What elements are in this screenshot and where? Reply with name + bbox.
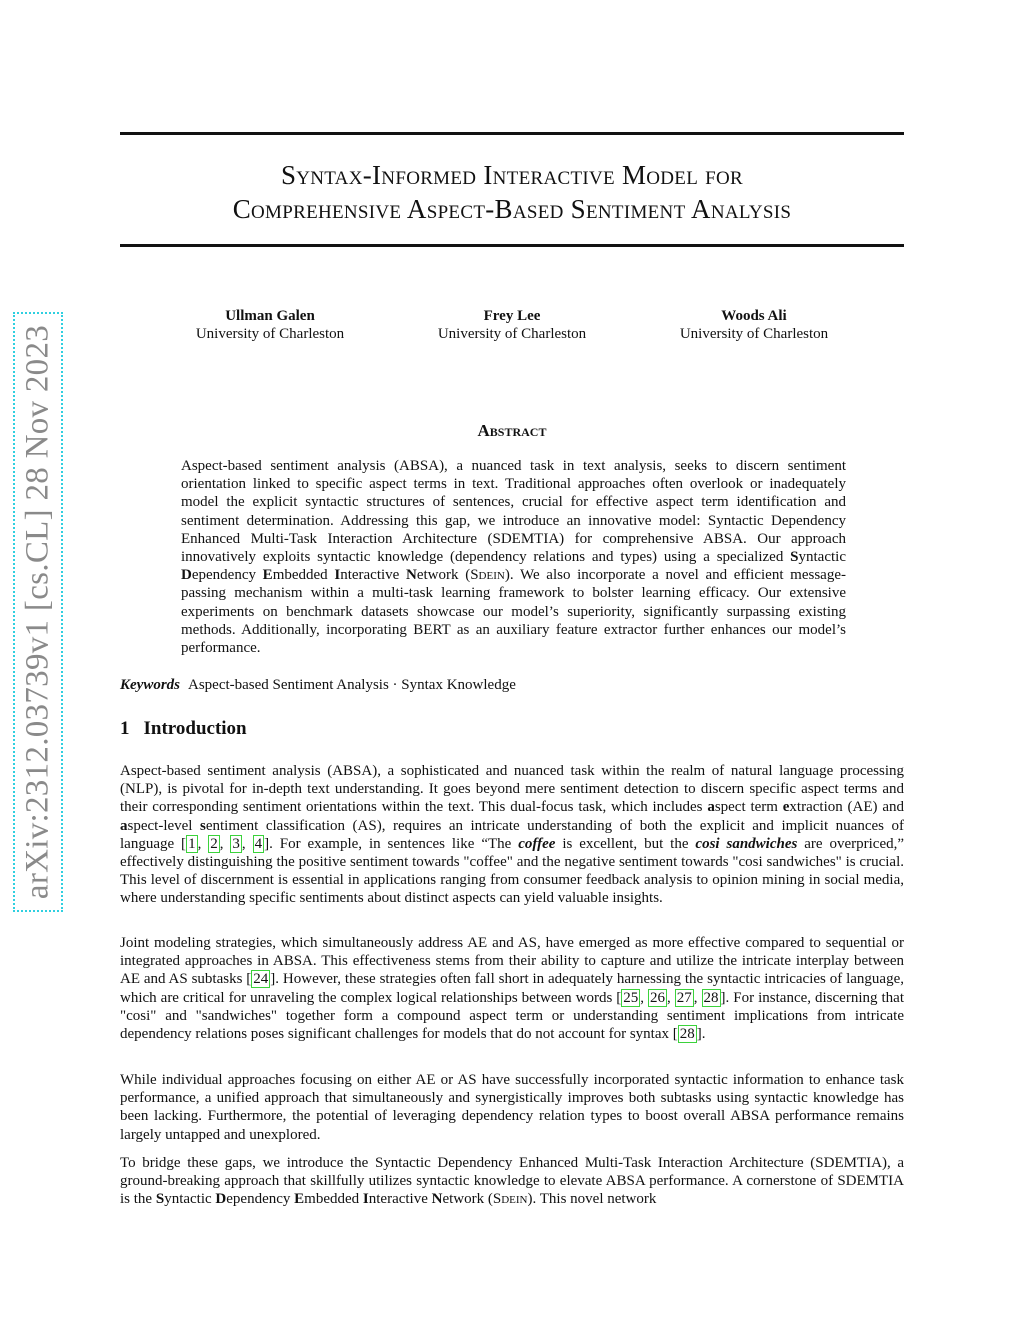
abstract-text: etwork ( [416,567,471,584]
keywords-label: Keywords [120,677,180,693]
arxiv-stamp-text: arXiv:2312.03739v1 [cs.CL] 28 Nov 2023 [19,324,56,900]
section-title: Introduction [143,718,247,739]
paragraph-text: ]. [696,1026,706,1043]
acronym-letter: s [200,817,206,834]
paragraph-text: spect term [714,799,783,816]
author-affiliation: University of Charleston [437,326,587,342]
abstract-heading: Abstract [477,421,547,440]
paragraph-text: yntactic [164,1191,216,1208]
abstract-text: mbedded [272,567,335,584]
model-name: Sdein [470,567,505,584]
paragraph-text: Aspect-based sentiment analysis (ABSA), a sophisticated and nuanced task within the realm of natural language processing (NLP), is pivotal for in-depth text understanding. It goes beyond mere sentiment detection to discern specific aspect terms and their corresponding sentiment orientations within the text. This dual-focus task, which includes [120,763,904,816]
abstract-text: nteractive [340,567,407,584]
paragraph-text: etwork ( [442,1191,493,1208]
paragraph-text: are overpriced,” effectively distinguishing the positive sentiment towards "coffee" and the negative sentiment towards "cosi sandwiches" is crucial. This level of discernment is essential in applications ranging from consumer feedback analysis to opinion mining in social media, where understanding specific sentiments about distinct aspects can yield valuable insights. [120,835,905,907]
citation-link[interactable]: 25 [623,989,639,1006]
paragraph-text: xtraction (AE) and [789,799,904,816]
citation-link[interactable]: 26 [650,989,666,1006]
title-line-1: Syntax-Informed Interactive Model for [280,160,744,190]
paragraph-text: ]. For example, in sentences like “The [264,835,519,852]
title-top-rule [120,132,904,135]
paragraph-text: entiment classification (AS), requires an intricate understanding of both the explicit and implicit nuances of language [ [120,817,904,852]
acronym-letter: S [155,1191,165,1208]
paper-title [120,158,904,226]
author-name: Ullman Galen [225,308,315,324]
intro-paragraph-4 [120,1154,904,1209]
paragraph-text: ependency [226,1191,295,1208]
author-name: Frey Lee [483,308,541,324]
author-2 [392,307,632,343]
citation-link[interactable]: 2 [210,835,218,852]
acronym-letter: a [120,817,128,834]
abstract-text: ependency [191,567,263,584]
paragraph-text: ]. For instance, discerning that "cosi" and "sandwiches" together form a compound aspect term or understanding sentiment implications from intricate dependency relations poses significant challenges for models that do not account for syntax [ [120,989,904,1043]
acronym-letter: S [790,549,799,566]
acronym-letter: D [181,567,192,584]
example-aspect: cosi sandwiches [695,835,798,852]
paragraph-text: is excellent, but the [555,835,696,852]
acronym-letter: N [431,1191,443,1208]
acronym-letter: e [782,799,790,816]
citation-link[interactable]: 4 [254,835,263,852]
paragraph-text: To bridge these gaps, we introduce the Syntactic Dependency Enhanced Multi-Task Interaction Architecture (SDEMTIA), a ground-breaking approach that skillfully utilizes syntactic knowledge to elevate ABSA performance. A cornerstone of SDEMTIA is the [120,1155,904,1208]
keywords [120,676,516,694]
citation-link[interactable]: 28 [679,1026,695,1043]
intro-paragraph-1: Aspect-based sentiment analysis (ABSA), a sophisticated and nuanced task within the realm of natural language processing (NLP), is pivotal for in-depth text understanding. It goes beyond mere sentiment detection to discern specific aspect terms and their corresponding sentiment orientations within the text. This dual-focus task, which includes aspect term extraction (AE) and aspect-level sentiment classification (AS), requires an intricate understanding of both the explicit and implicit nuances of language [ 1 , 2 , 3 , 4 ]. For example, in sentences like “The coffee is excellent, but the cosi sandwiches are overpriced,” effectively distinguishing the positive sentiment towards "coffee" and the negative sentiment towards "cosi sandwiches" is crucial. This level of discernment is essential in applications ranging from consumer feedback analysis to opinion mining in social media, where understanding specific sentiments about distinct aspects can yield valuable insights. [120,763,905,907]
author-name: Woods Ali [721,308,787,324]
citation-link[interactable]: 1 [188,835,196,852]
author-block [120,307,904,347]
citation-link[interactable]: 3 [232,835,240,852]
abstract-text: ). We also incorporate a novel and efficient message-passing mechanism within a multi-task learning framework to bolster learning efficacy. Our extensive experiments on benchmark datasets showcase our model’s superiority, significantly surpassing existing methods. Additionally, incorporating BERT as an auxiliary feature extractor further enhances our model’s performance. [181,567,846,657]
author-3 [634,307,874,343]
intro-paragraph-3: While individual approaches focusing on either AE or AS have successfully incorporated syntactic information to enhance task performance, a unified approach that simultaneously and synergistically improves both subtasks using syntactic knowledge has been lacking. Furthermore, the potential of leveraging dependency relation types to boost overall ABSA performance remains largely untapped and unexplored. [120,1072,904,1143]
author-affiliation: University of Charleston [195,326,345,342]
acronym-letter: I [334,567,341,584]
abstract-text: Aspect-based sentiment analysis (ABSA), a nuanced task in text analysis, seeks to discern sentiment orientation linked to specific aspect terms in text. Traditional approaches often overlook or inadequately model the explicit syntactic structures of sentences, crucial for effective aspect term identification and sentiment determination. Addressing this gap, we introduce an innovative model: Syntactic Dependency Enhanced Multi-Task Interaction Architecture (SDEMTIA) for comprehensive ABSA. Our approach innovatively exploits syntactic knowledge (dependency relations and types) using a specialized [181,458,846,566]
paragraph-text: ). This novel network [527,1191,657,1208]
acronym-letter: E [294,1191,305,1208]
author-1 [150,307,390,343]
title-line-2: Comprehensive Aspect-Based Sentiment Analysis [232,194,792,224]
citation-link[interactable]: 27 [676,989,692,1006]
acronym-letter: a [707,799,715,816]
title-bottom-rule [120,244,904,247]
example-aspect: coffee [518,835,556,852]
acronym-letter: N [406,567,417,584]
acronym-letter: I [362,1191,369,1208]
abstract-body [181,457,846,657]
paragraph-text: ]. However, these strategies often fall short in adequately harnessing the syntactic intricacies of language, which are critical for unraveling the complex logical relationships between words [ [120,971,904,1006]
paragraph-text: nteractive [368,1191,432,1208]
acronym-letter: D [215,1191,227,1208]
citation-link[interactable]: 28 [703,989,719,1006]
section-heading [120,718,247,740]
paragraph-text: mbedded [304,1191,363,1208]
intro-paragraph-2: Joint modeling strategies, which simultaneously address AE and AS, have emerged as more effective compared to sequential or integrated approaches in ABSA. This effectiveness stems from their ability to capture and utilize the intricate interplay between AE and AS subtasks [ 24 ]. However, these strategies often fall short in adequately harnessing the syntactic intricacies of language, which are critical for unraveling the complex logical relationships between words [ 25 , 26 , 27 , 28 ]. For instance, discerning that "cosi" and "sandwiches" together form a compound aspect term or understanding sentiment implications from intricate dependency relations poses significant challenges for models that do not account for syntax [ 28 ]. [120,935,904,1043]
acronym-letter: E [262,567,273,584]
author-affiliation: University of Charleston [679,326,829,342]
keywords-text: Aspect-based Sentiment Analysis · Syntax Knowledge [188,677,516,693]
abstract-text: yntactic [798,549,846,566]
paragraph-text: Joint modeling strategies, which simultaneously address AE and AS, have emerged as more effective compared to sequential or integrated approaches in ABSA. This effectiveness stems from their ability to capture and utilize the intricate interplay between AE and AS subtasks [ [120,935,904,988]
model-name: Sdein [492,1191,528,1208]
citation-link[interactable]: 24 [253,971,269,988]
section-number: 1 [120,718,130,739]
arxiv-stamp [13,312,63,912]
paragraph-text: spect-level [127,817,200,834]
